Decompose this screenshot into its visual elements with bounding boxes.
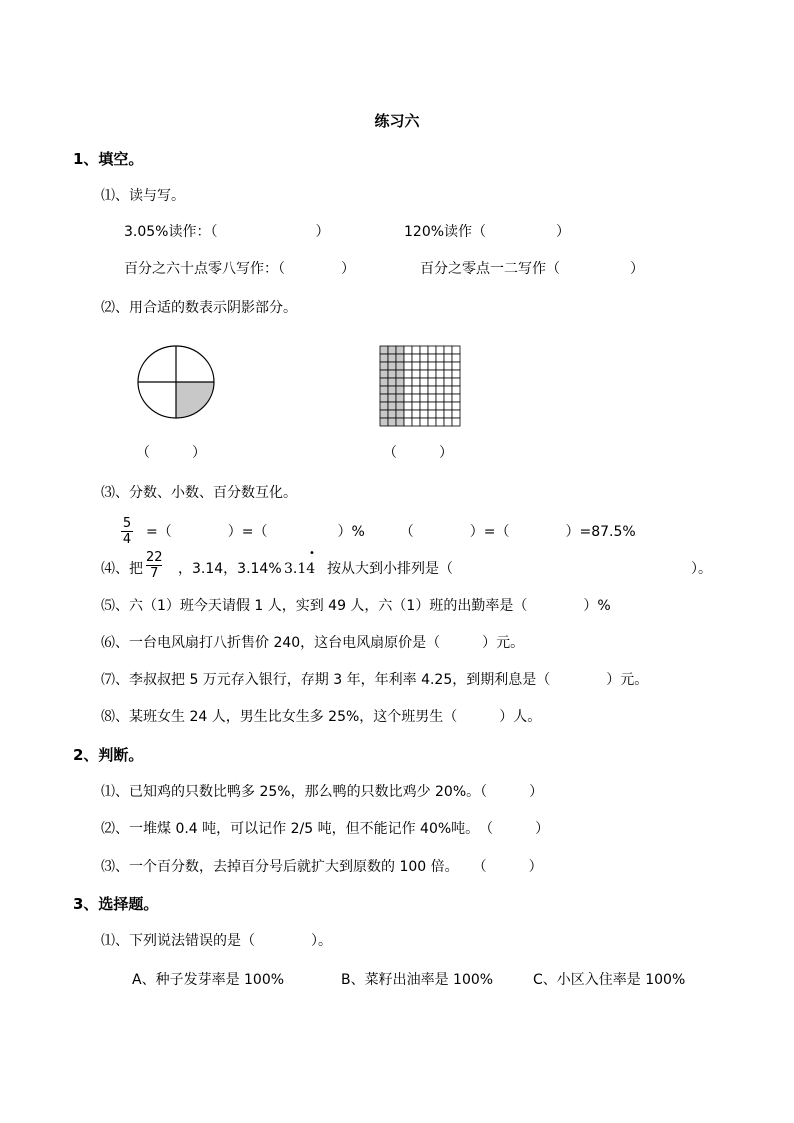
grid-cell xyxy=(420,354,428,362)
grid-cell-shaded xyxy=(396,394,404,402)
q3-1-label: ⑴、下列说法错误的是（ ）。 xyxy=(101,933,332,949)
grid-cell-shaded xyxy=(388,362,396,370)
grid-cell xyxy=(444,346,452,354)
grid-cell xyxy=(452,386,460,394)
grid-cell-shaded xyxy=(380,378,388,386)
grid-cell-shaded xyxy=(396,378,404,386)
q1-4-prefix: ⑷、把 xyxy=(101,561,143,577)
grid-cell-shaded xyxy=(380,394,388,402)
grid-cell xyxy=(428,346,436,354)
section-3-heading: 3、选择题。 xyxy=(73,895,159,913)
grid-cell-shaded xyxy=(388,386,396,394)
grid-cell-shaded xyxy=(396,402,404,410)
grid-cell-shaded xyxy=(380,362,388,370)
grid-cell xyxy=(404,378,412,386)
q1-3-label: ⑶、分数、小数、百分数互化。 xyxy=(101,485,297,501)
grid-cell xyxy=(444,378,452,386)
grid-cell xyxy=(452,410,460,418)
grid-cell xyxy=(428,386,436,394)
q1-1-c: 百分之六十点零八写作：（ ） xyxy=(124,261,355,277)
grid-cell-shaded xyxy=(388,418,396,426)
grid-cell-shaded xyxy=(380,354,388,362)
grid-cell xyxy=(436,386,444,394)
q1-4-suffix: 按从大到小排列是（ ）。 xyxy=(327,561,712,577)
grid-cell-shaded xyxy=(380,386,388,394)
hundred-grid-figure xyxy=(379,345,461,427)
grid-cell xyxy=(436,346,444,354)
grid-cell xyxy=(428,410,436,418)
grid-cell xyxy=(412,370,420,378)
grid-cell-shaded xyxy=(380,370,388,378)
grid-cell xyxy=(428,354,436,362)
grid-cell-shaded xyxy=(396,410,404,418)
grid-cell xyxy=(404,370,412,378)
q1-5: ⑸、六（1）班今天请假 1 人，实到 49 人，六（1）班的出勤率是（ ）% xyxy=(101,598,611,614)
grid-cell xyxy=(452,418,460,426)
grid-cell xyxy=(420,410,428,418)
grid-cell-shaded xyxy=(396,386,404,394)
fraction-denominator: 4 xyxy=(122,532,132,547)
grid-cell xyxy=(420,402,428,410)
q1-2-label: ⑵、用合适的数表示阴影部分。 xyxy=(101,300,297,316)
shaded-circle-figure xyxy=(136,344,216,420)
grid-cell xyxy=(412,354,420,362)
grid-cell xyxy=(404,386,412,394)
grid-cell-shaded xyxy=(388,370,396,378)
grid-cell xyxy=(436,410,444,418)
q1-1-d: 百分之零点一二写作（ ） xyxy=(420,261,644,277)
q1-8: ⑻、某班女生 24 人，男生比女生多 25%，这个班男生（ ）人。 xyxy=(101,709,542,725)
grid-cell xyxy=(428,362,436,370)
grid-cell-shaded xyxy=(380,418,388,426)
grid-cell xyxy=(412,394,420,402)
q1-6: ⑹、一台电风扇打八折售价 240，这台电风扇原价是（ ）元。 xyxy=(101,635,525,651)
grid-cell xyxy=(444,386,452,394)
grid-cell xyxy=(412,418,420,426)
grid-cell xyxy=(444,418,452,426)
grid-cell xyxy=(428,394,436,402)
grid-cell-shaded xyxy=(380,402,388,410)
grid-cell xyxy=(420,362,428,370)
grid-cell-shaded xyxy=(396,362,404,370)
fraction-denominator: 7 xyxy=(150,566,159,581)
grid-cell xyxy=(404,418,412,426)
q1-1-b: 120%读作（ ） xyxy=(404,224,571,240)
q1-1-label: ⑴、读与写。 xyxy=(101,188,185,204)
grid-cell xyxy=(444,394,452,402)
grid-cell-shaded xyxy=(388,378,396,386)
grid-cell xyxy=(452,378,460,386)
grid-cell xyxy=(428,402,436,410)
grid-cell xyxy=(444,354,452,362)
q2-3: ⑶、一个百分数，去掉百分号后就扩大到原数的 100 倍。 （ ） xyxy=(101,859,543,875)
grid-cell xyxy=(436,362,444,370)
grid-cell xyxy=(404,354,412,362)
grid-cell xyxy=(404,394,412,402)
grid-cell xyxy=(404,410,412,418)
grid-cell xyxy=(452,394,460,402)
grid-cell-shaded xyxy=(396,354,404,362)
grid-cell xyxy=(452,346,460,354)
grid-cell xyxy=(428,418,436,426)
grid-cell xyxy=(452,370,460,378)
q1-3-line: =（ ）=（ ）% （ ）=（ ）=87.5% xyxy=(146,524,636,540)
grid-cell xyxy=(412,346,420,354)
fraction-5-4 xyxy=(121,516,133,547)
grid-cell-shaded xyxy=(396,370,404,378)
fraction-numerator: 5 xyxy=(122,516,132,531)
q1-7: ⑺、李叔叔把 5 万元存入银行，存期 3 年，年利率 4.25，到期利息是（ ）元。 xyxy=(101,672,649,688)
grid-cell-shaded xyxy=(388,410,396,418)
grid-cell-shaded xyxy=(388,402,396,410)
option-a: A、种子发芽率是 100% xyxy=(132,972,285,988)
grid-cell xyxy=(420,418,428,426)
option-c: C、小区入住率是 100% xyxy=(533,972,686,988)
grid-cell xyxy=(420,386,428,394)
grid-cell xyxy=(436,370,444,378)
grid-cell xyxy=(412,386,420,394)
q2-2: ⑵、一堆煤 0.4 吨，可以记作 2/5 吨，但不能记作 40%吨。 （ ） xyxy=(101,821,550,837)
grid-cell xyxy=(444,402,452,410)
page-title: 练习六 xyxy=(374,112,420,130)
grid-cell-shaded xyxy=(396,346,404,354)
grid-cell xyxy=(452,354,460,362)
grid-cell xyxy=(436,394,444,402)
section-2-heading: 2、判断。 xyxy=(73,746,144,764)
q1-1-a: 3.05%读作：（ ） xyxy=(124,224,330,240)
grid-cell xyxy=(412,378,420,386)
grid-cell xyxy=(428,378,436,386)
grid-cell xyxy=(452,362,460,370)
grid-cell xyxy=(412,410,420,418)
grid-cell xyxy=(420,346,428,354)
q1-2-answer-circle: （ ） xyxy=(136,445,206,461)
grid-cell xyxy=(444,370,452,378)
grid-cell-shaded xyxy=(388,354,396,362)
q2-1: ⑴、已知鸡的只数比鸭多 25%，那么鸭的只数比鸡少 20%。（ ） xyxy=(101,784,544,800)
grid-cell xyxy=(412,402,420,410)
q1-4-middle: ，3.14，3.14% xyxy=(178,561,282,577)
grid-cell xyxy=(436,354,444,362)
grid-cell-shaded xyxy=(388,346,396,354)
grid-cell-shaded xyxy=(396,418,404,426)
q1-2-answer-grid: （ ） xyxy=(383,445,453,461)
fraction-numerator: 22 xyxy=(146,550,163,565)
grid-cell xyxy=(420,378,428,386)
grid-cell xyxy=(452,402,460,410)
grid-cell xyxy=(404,362,412,370)
grid-cell xyxy=(420,394,428,402)
grid-cell xyxy=(436,402,444,410)
option-b: B、菜籽出油率是 100% xyxy=(341,972,494,988)
grid-cell xyxy=(404,346,412,354)
grid-cell xyxy=(444,410,452,418)
grid-cell xyxy=(436,378,444,386)
grid-cell xyxy=(404,402,412,410)
grid-cell xyxy=(412,362,420,370)
grid-cell-shaded xyxy=(380,410,388,418)
repeating-decimal: 3.14 xyxy=(284,561,316,577)
grid-cell-shaded xyxy=(380,346,388,354)
grid-cell xyxy=(444,362,452,370)
grid-cell xyxy=(428,370,436,378)
repeating-dot: • xyxy=(309,548,315,559)
grid-cell xyxy=(420,370,428,378)
grid-cell-shaded xyxy=(388,394,396,402)
fraction-22-7 xyxy=(146,550,163,581)
section-1-heading: 1、填空。 xyxy=(73,150,144,168)
grid-cell xyxy=(436,418,444,426)
